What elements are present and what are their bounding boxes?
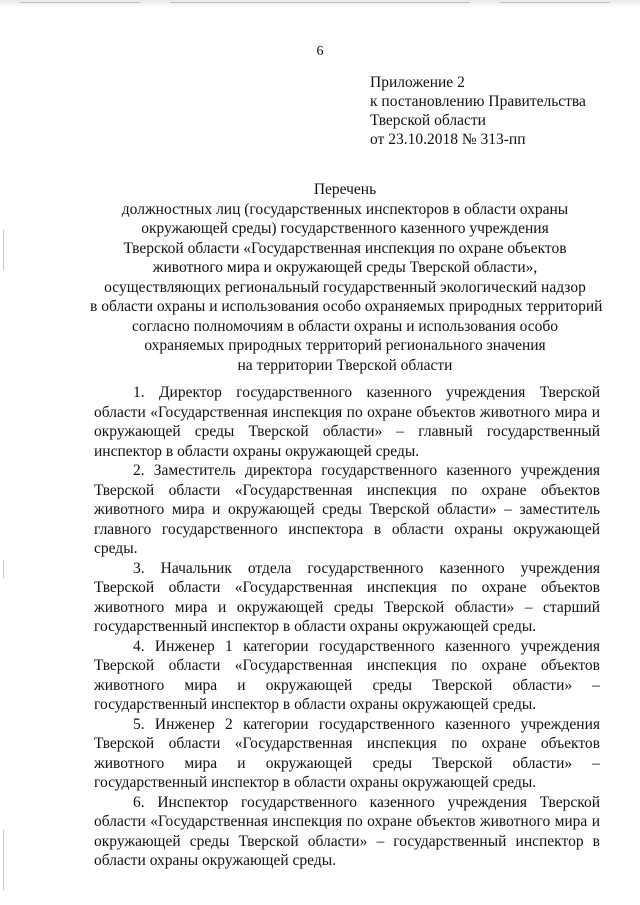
title-line: на территории Тверской области bbox=[237, 356, 453, 374]
appendix-header bbox=[370, 73, 586, 149]
list-item: 6. Инспектор государственного казенного учреждения Тверской области «Государственная инспекция по охране объектов животного мира и окружающей среды Тверской области» – государственный инспектор в области охраны окружающей среды. bbox=[94, 793, 600, 869]
scan-artifact-top bbox=[0, 0, 640, 8]
appendix-line: Тверской области bbox=[370, 112, 486, 129]
title-line: охраняемых природных территорий регионального значения bbox=[144, 337, 546, 354]
list-item: 4. Инженер 1 категории государственного казенного учреждения Тверской области «Государственная инспекция по охране объектов животного мира и окружающей среды Тверской области» – государственный инспектор в области охраны окружающей среды. bbox=[94, 637, 600, 713]
title-line: окружающей среды) государственного казенного учреждения bbox=[141, 220, 549, 237]
officials-list bbox=[94, 383, 600, 871]
list-item: 3. Начальник отдела государственного казенного учреждения Тверской области «Государственная инспекция по охране объектов животного мира и окружающей среды Тверской области» – старший государственный инспектор в области охраны окружающей среды. bbox=[94, 559, 600, 635]
title-line: Перечень bbox=[313, 181, 377, 198]
title-line: должностных лиц (государственных инспекторов в области охраны bbox=[121, 200, 569, 218]
scan-artifact-left bbox=[3, 830, 4, 890]
title-line: согласно полномочиям в области охраны и использования особо bbox=[132, 317, 558, 335]
list-item: 1. Директор государственного казенного учреждения Тверской области «Государственная инспекция по охране объектов животного мира и окружающей среды Тверской области» – главный государственный инспектор в области охраны окружающей среды. bbox=[94, 384, 600, 460]
title-line: Тверской области «Государственная инспекция по охране объектов bbox=[123, 239, 567, 257]
document-title bbox=[90, 180, 603, 375]
page-number: 6 bbox=[316, 44, 324, 59]
appendix-line: Приложение 2 bbox=[370, 74, 465, 91]
title-line: животного мира и окружающей среды Тверской области», bbox=[152, 259, 538, 276]
list-item: 2. Заместитель директора государственного казенного учреждения Тверской области «Государственная инспекция по охране объектов животного мира и окружающей среды Тверской области» – заместитель главного государственного инспектора в области охраны окружающей среды. bbox=[94, 462, 600, 557]
scan-artifact-left bbox=[3, 560, 4, 578]
appendix-line: к постановлению Правительства bbox=[370, 93, 586, 110]
title-line: в области охраны и использования особо охраняемых природных территорий bbox=[90, 298, 603, 315]
appendix-line: от 23.10.2018 № 313-пп bbox=[370, 131, 526, 148]
title-line: осуществляющих региональный государственный экологический надзор bbox=[104, 278, 586, 296]
list-item: 5. Инженер 2 категории государственного казенного учреждения Тверской области «Государственная инспекция по охране объектов животного мира и окружающей среды Тверской области» – государственный инспектор в области охраны окружающей среды. bbox=[94, 715, 600, 791]
scan-artifact-left bbox=[3, 230, 4, 270]
